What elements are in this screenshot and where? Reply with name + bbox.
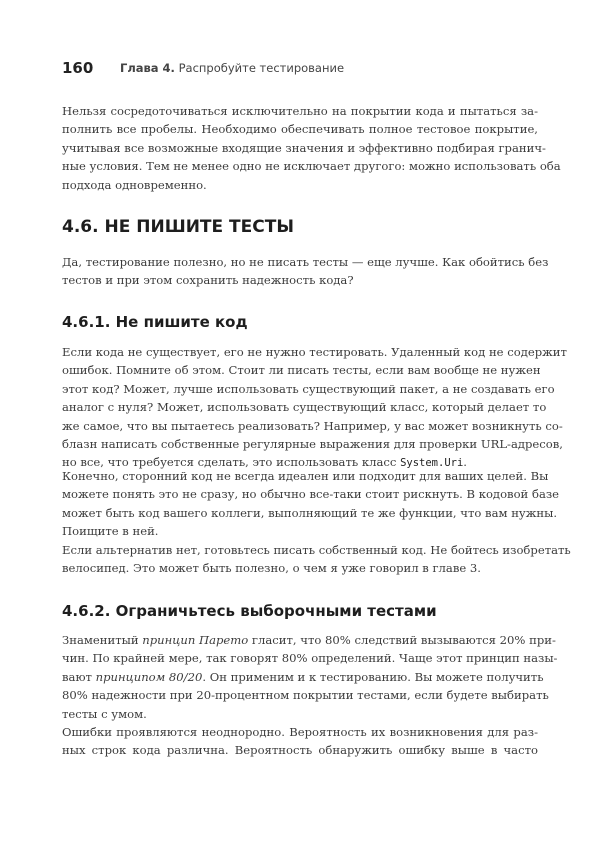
text-line	[62, 253, 549, 271]
paragraph	[62, 467, 560, 541]
running-header	[62, 58, 345, 77]
chapter-label: Глава 4.	[120, 61, 175, 75]
text-line	[62, 417, 563, 435]
text-span: можете понять это не сразу, но обычно все-таки стоит рискнуть. В кодовой базе	[62, 487, 560, 502]
text-line	[62, 343, 567, 361]
text-span: Да, тестирование полезно, но не писать тесты — еще лучше. Как обойтись без	[62, 255, 549, 269]
paragraph	[62, 343, 567, 472]
text-line	[62, 668, 544, 686]
text-span: но все, что требуется сделать, это использовать класс	[62, 455, 401, 470]
chapter-name: Распробуйте тестирование	[178, 61, 345, 75]
paragraph	[62, 253, 549, 290]
text-line	[62, 485, 560, 503]
text-span: вают	[62, 669, 96, 684]
text-line	[62, 271, 538, 289]
text-span: аналог с нуля? Может, использовать существующий класс, который делает то	[62, 400, 547, 415]
text-span: чин. По крайней мере, так говорят 80% определений. Чаще этот принцип назы-	[62, 651, 558, 666]
text-span: Если кода не существует, его не нужно тестировать. Удаленный код не содержит	[62, 345, 567, 359]
emphasis-text: принцип Парето	[142, 633, 249, 647]
text-span: подхода одновременно.	[62, 177, 207, 192]
text-line	[62, 541, 571, 559]
text-line	[62, 504, 558, 522]
text-span: блазн написать собственные регулярные выражения для проверки URL-адресов,	[62, 436, 563, 451]
paragraph	[62, 631, 558, 723]
text-line	[62, 467, 549, 485]
text-span: ных строк кода различна. Вероятность обнаружить ошибку выше в часто	[62, 743, 538, 758]
text-span: тесты с умом.	[62, 706, 147, 721]
text-span: гласит, что 80% следствий вызываются 20% при-	[248, 633, 556, 647]
text-line	[62, 435, 563, 453]
text-span: . Он применим и к тестированию. Вы можете получить	[202, 669, 544, 684]
text-span: Знаменитый	[62, 633, 143, 647]
inline-code: System.Uri	[400, 457, 464, 470]
text-line	[62, 398, 547, 416]
subsection-heading: 4.6.1. Не пишите код	[62, 313, 248, 331]
subsection-heading: 4.6.2. Ограничьтесь выборочными тестами	[62, 602, 437, 620]
text-span: ошибок. Помните об этом. Стоит ли писать тесты, если вам вообще не нужен	[62, 363, 541, 378]
text-span: учитывая все возможные входящие значения и эффективно подбирая гранич-	[62, 140, 546, 155]
text-line	[62, 723, 538, 741]
text-line	[62, 741, 538, 759]
text-line	[62, 631, 556, 649]
text-span: .	[463, 455, 467, 470]
text-line	[62, 157, 561, 175]
text-span: может быть код вашего коллеги, выполняющий те же функции, что вам нужны.	[62, 505, 558, 520]
text-line	[62, 380, 555, 398]
text-line	[62, 705, 538, 723]
section-heading: 4.6. НЕ ПИШИТЕ ТЕСТЫ	[62, 217, 294, 237]
text-line	[62, 686, 549, 704]
text-line	[62, 139, 546, 157]
text-span: же самое, что вы пытаетесь реализовать? Например, у вас может возникнуть со-	[62, 418, 563, 433]
chapter-title	[120, 61, 344, 75]
paragraph	[62, 102, 561, 194]
text-line	[62, 102, 538, 120]
text-span: Поищите в ней.	[62, 524, 159, 539]
text-line	[62, 361, 541, 379]
text-span: Нельзя сосредоточиваться исключительно на покрытии кода и пытаться за-	[62, 104, 538, 118]
page-number: 160	[62, 59, 94, 77]
text-span: Конечно, сторонний код не всегда идеален или подходит для ваших целей. Вы	[62, 469, 549, 483]
emphasis-text: принципом 80/20	[95, 669, 203, 684]
text-span: 80% надежности при 20-процентном покрытии тестами, если будете выбирать	[62, 688, 549, 703]
text-line	[62, 649, 558, 667]
paragraph	[62, 723, 538, 760]
text-span: тестов и при этом сохранить надежность кода?	[62, 273, 354, 288]
text-line	[62, 559, 538, 577]
text-line	[62, 522, 538, 540]
text-line	[62, 176, 538, 194]
text-span: Ошибки проявляются неоднородно. Вероятность их возникновения для раз-	[62, 725, 538, 739]
text-span: Если альтернатив нет, готовьтесь писать собственный код. Не бойтесь изобретать	[62, 543, 571, 557]
text-line	[62, 120, 538, 138]
text-span: велосипед. Это может быть полезно, о чем я уже говорил в главе 3.	[62, 561, 481, 576]
text-span: этот код? Может, лучше использовать существующий пакет, а не создавать его	[62, 381, 555, 396]
text-span: полнить все пробелы. Необходимо обеспечивать полное тестовое покрытие,	[62, 122, 538, 137]
text-span: ные условия. Тем не менее одно не исключает другого: можно использовать оба	[62, 159, 561, 174]
paragraph	[62, 541, 571, 578]
